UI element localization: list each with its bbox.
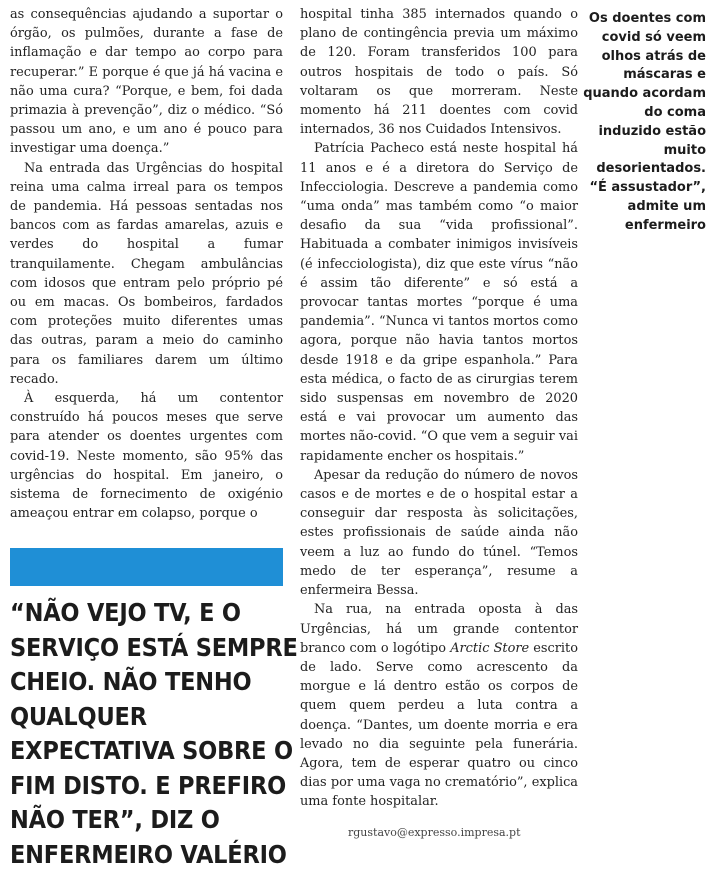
article-column-2 — [300, 5, 578, 812]
paragraph: hospital tinha 385 internados quando o plano de contingência previa um máximo de 120. Foram transferidos 100 para outros hospitais de todo o país. Só voltaram os que morreram. Neste momento há 211 doentes com covid internados, 36 nos Cuidados Intensivos. — [300, 7, 578, 138]
paragraph: as consequências ajudando a suportar o órgão, os pulmões, durante a fase de inflamação e dar tempo ao corpo para recuperar.” E porque é que já há vacina e não uma cura? “Porque, e bem, foi dada primazia à prevenção”, diz o médico. “Só passou um ano, e um ano é pouco para investigar uma doença.” — [10, 7, 283, 157]
paragraph: Na entrada das Urgências do hospital reina uma calma irreal para os tempos de pandemia. Há pessoas sentadas nos bancos com as fardas amarelas, azuis e verdes do hospital a fumar tranquilamente. Chegam ambulâncias com idosos que entram pelo próprio pé ou em macas. Os bombeiros, fardados com proteções muito diferentes umas das outras, param a meio do caminho para os familiares darem um último recado. — [10, 160, 283, 387]
paragraph: À esquerda, há um contentor construído há poucos meses que serve para atender os doentes urgentes com covid-19. Neste momento, são 95% das urgências do hospital. Em janeiro, o sistema de fornecimento de oxigénio ameaçou entrar em colapso, porque o — [10, 391, 283, 522]
text-run: escrito de lado. Serve como acrescento da morgue e lá dentro estão os corpos de quem quem perdeu a luta contra a doença. “Dantes, um doente morria e era levado no dia seguinte pela funerária. Agora, tem de esperar quatro ou cinco dias por uma vaga no crematório”, explica uma fonte hospitalar. — [300, 640, 578, 810]
pull-quote: “NÃO VEJO TV, E O SERVIÇO ESTÁ SEMPRE CHEIO. NÃO TENHO QUALQUER EXPECTATIVA SOBRE O FIM DISTO. E PREFIRO NÃO TER”, DIZ O ENFERMEIRO VALÉRIO — [10, 598, 298, 869]
paragraph: Apesar da redução do número de novos casos e de mortes e de o hospital estar a conseguir dar resposta às solicitações, estes profissionais de saúde ainda não veem a luz ao fundo do túnel. “Temos medo de ter esperança”, resume a enfermeira Bessa. — [300, 467, 578, 599]
italic-text: Arctic Store — [450, 640, 530, 656]
author-email: rgustavo@expresso.impresa.pt — [348, 826, 521, 839]
text-run: Na rua, na entrada oposta à das Urgências, há um grande contentor branco com o logótipo — [300, 602, 578, 656]
article-column-1 — [10, 5, 283, 523]
paragraph: Patrícia Pacheco está neste hospital há 11 anos e é a diretora do Serviço de Infecciologia. Descreve a pandemia como “uma onda” mas também como “o maior desafio da sua “vida profissional”. Habituada a combater inimigos invisíveis (é infecciologista), diz que este vírus “não é assim tão diferente” e só está a provocar tantas mortes “porque é uma pandemia”. “Nunca vi tantos mortos como agora, porque não havia tantos mortos desde 1918 e da gripe espanhola.” Para esta médica, o facto de as cirurgias terem sido suspensas em novembro de 2020 está e vai provocar um aumento das mortes não-covid. “O que vem a seguir vai rapidamente encher os hospitais.” — [300, 141, 578, 464]
sidebar-caption: Os doentes com covid só veem olhos atrás de máscaras e quando acordam do coma induzido estão muito desorientados. “É assustador”, admite um enfermeiro — [583, 11, 706, 233]
paragraph — [300, 600, 578, 811]
accent-bar — [10, 548, 283, 586]
